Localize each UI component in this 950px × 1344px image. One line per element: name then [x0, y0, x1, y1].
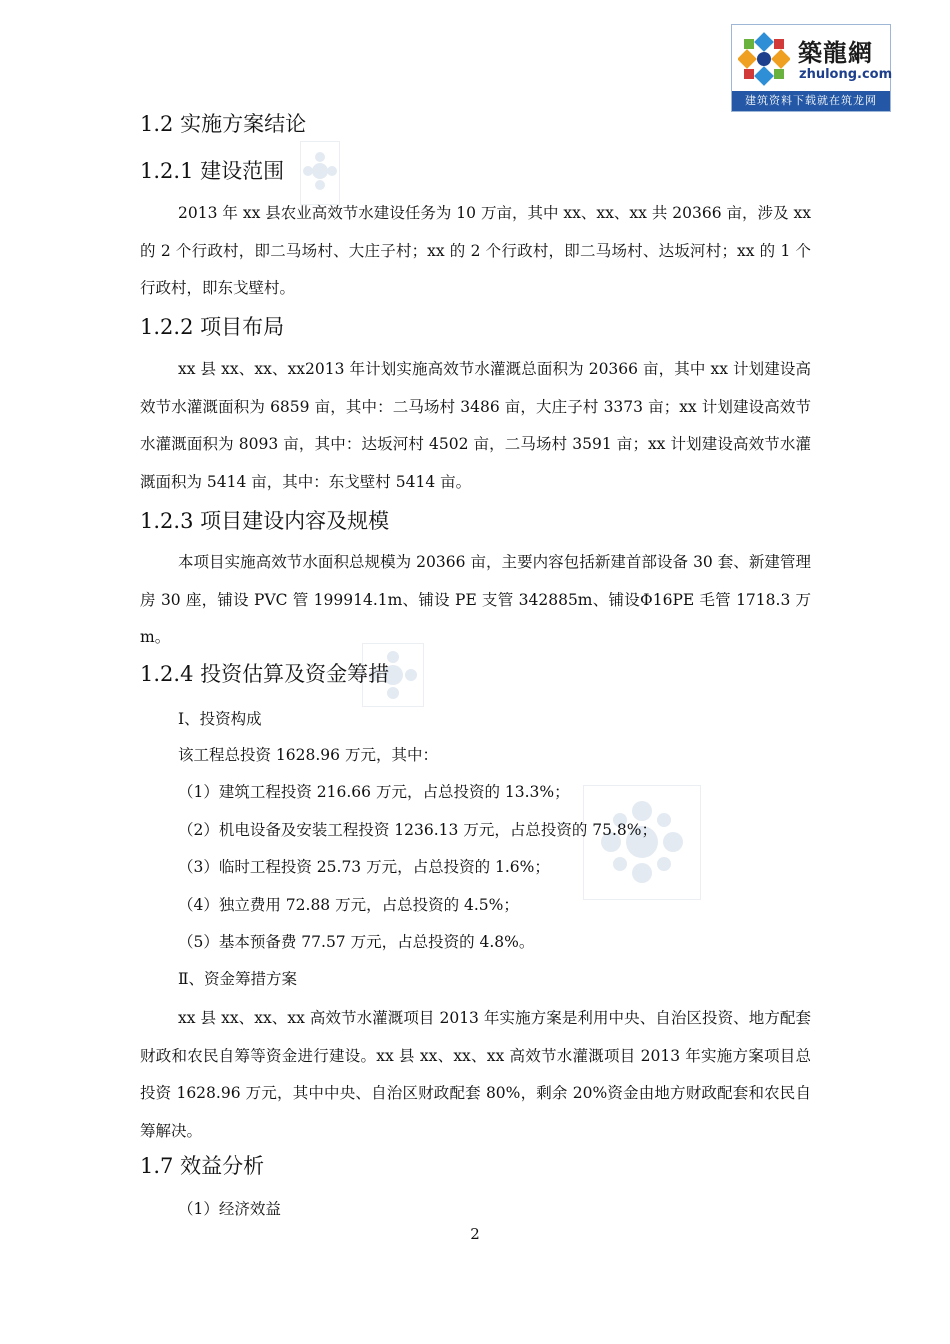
watermark-icon [583, 785, 701, 900]
investment-item: （4）独立费用 72.88 万元，占总投资的 4.5%； [178, 896, 519, 914]
logo-url: zhulong.com [799, 67, 893, 82]
zhulong-logo [731, 24, 891, 112]
logo-chinese-name: 築龍網 [798, 39, 873, 67]
logo-tagline: 建筑资料下载就在筑龙网 [732, 91, 890, 111]
funding-plan-label: Ⅱ、资金筹措方案 [178, 970, 298, 988]
investment-item: （5）基本预备费 77.57 万元，占总投资的 4.8%。 [178, 933, 535, 951]
paragraph-construction-scope: 2013 年 xx 县农业高效节水建设任务为 10 万亩，其中 xx、xx、xx 共 20366 亩，涉及 xx 的 2 个行政村，即二马场村、大庄子村；xx 的 2 个行政村，即二马场村、达坂河村；xx 的 1 个行政村，即东戈壁村。 [140, 204, 811, 297]
paragraph-project-layout: xx 县 xx、xx、xx2013 年计划实施高效节水灌溉总面积为 20366 亩，其中 xx 计划建设高效节水灌溉面积为 6859 亩，其中：二马场村 3486 亩，大庄子村 3373 亩；xx 计划建设高效节水灌溉面积为 8093 亩，其中：达坂河村 4502 亩，二马场村 3591 亩；xx 计划建设高效节水灌溉面积为 5414 亩，其中：东戈壁村 5414 亩。 [140, 360, 811, 491]
total-investment-line: 该工程总投资 1628.96 万元，其中： [178, 746, 438, 764]
section-heading: 1.2 实施方案结论 [140, 112, 307, 136]
subsection-heading: 1.2.1 建设范围 [140, 159, 285, 183]
investment-item: （3）临时工程投资 25.73 万元，占总投资的 1.6%； [178, 858, 550, 876]
investment-composition-label: Ⅰ、投资构成 [178, 710, 262, 728]
subsection-heading: 1.2.3 项目建设内容及规模 [140, 509, 390, 533]
investment-item: （1）建筑工程投资 216.66 万元，占总投资的 13.3%； [178, 783, 570, 801]
section-heading: 1.7 效益分析 [140, 1154, 265, 1178]
snowflake-logo-icon [738, 31, 790, 87]
page-number: 2 [470, 1225, 480, 1243]
investment-item: （2）机电设备及安装工程投资 1236.13 万元，占总投资的 75.8%； [178, 821, 657, 839]
subsection-heading: 1.2.4 投资估算及资金筹措 [140, 662, 390, 686]
paragraph-funding-plan: xx 县 xx、xx、xx 高效节水灌溉项目 2013 年实施方案是利用中央、自治区投资、地方配套财政和农民自筹等资金进行建设。xx 县 xx、xx、xx 高效节水灌溉项目 2013 年实施方案项目总投资 1628.96 万元，其中中央、自治区财政配套 80%，剩余 20%资金由地方财政配套和农民自筹解决。 [140, 1009, 811, 1140]
paragraph-construction-content: 本项目实施高效节水面积总规模为 20366 亩，主要内容包括新建首部设备 30 套、新建管理房 30 座，铺设 PVC 管 199914.1m、铺设 PE 支管 342885m、铺设Φ16PE 毛管 1718.3 万 m。 [140, 553, 811, 646]
subsection-heading: 1.2.2 项目布局 [140, 315, 285, 339]
benefit-item: （1）经济效益 [178, 1200, 281, 1218]
